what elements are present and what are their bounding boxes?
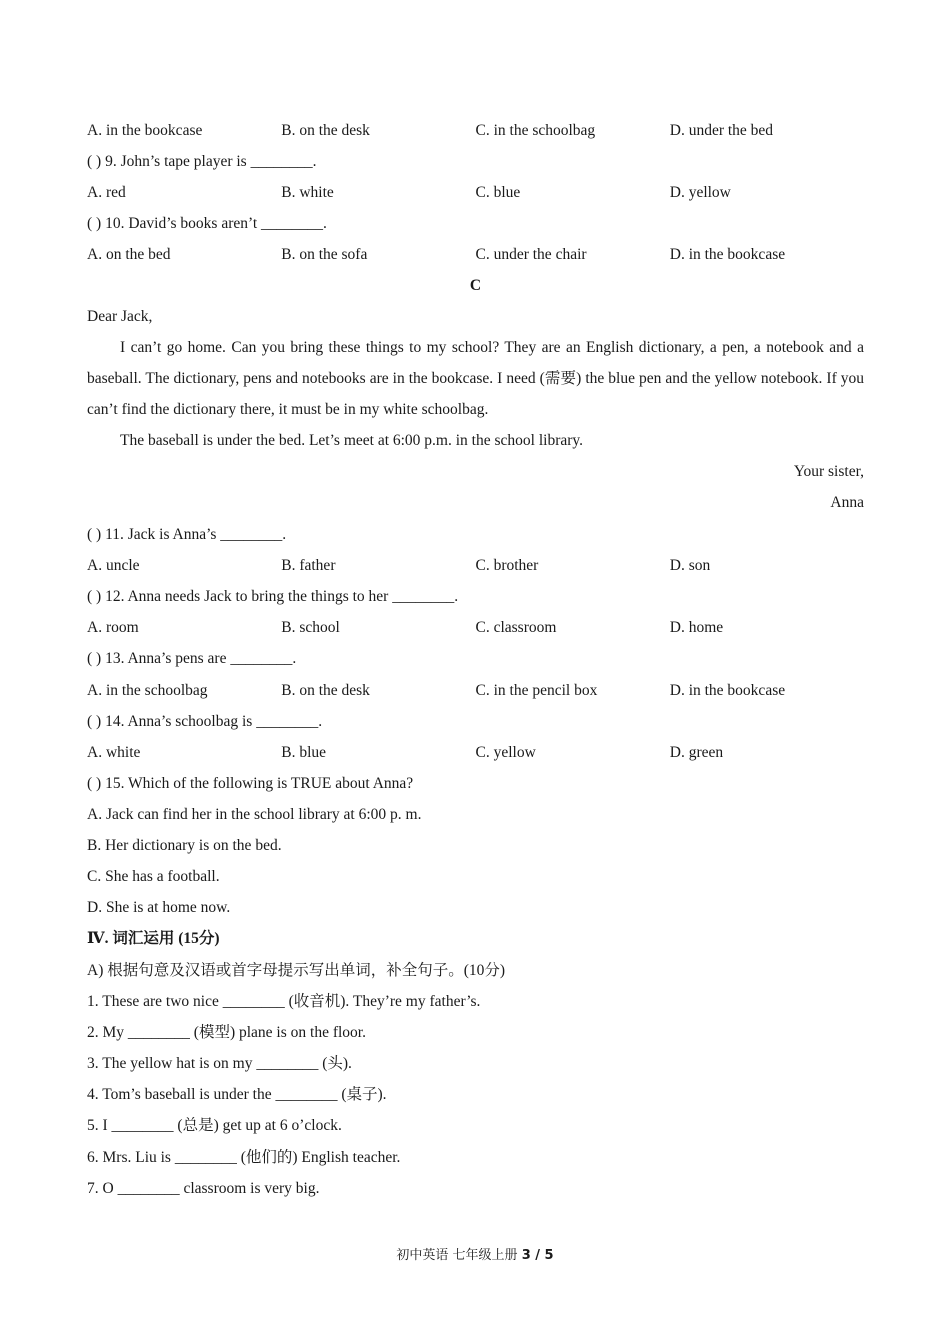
option: D. son	[669, 557, 711, 574]
option: A. red	[87, 184, 126, 201]
option: C. classroom	[475, 619, 557, 636]
section-4-title: Ⅳ. 词汇运用 (15分)	[87, 930, 220, 947]
vocab-item: 4. Tom’s baseball is under the ________ (桌子).	[87, 1086, 387, 1103]
q9-options	[87, 177, 864, 208]
letter-body	[87, 332, 864, 456]
q11-options	[87, 550, 864, 581]
option: C. blue	[475, 184, 521, 201]
question-14: ( ) 14. Anna’s schoolbag is ________.	[87, 713, 323, 730]
option: D. green	[669, 744, 724, 761]
option: D. home	[669, 619, 724, 636]
option: B. school	[281, 619, 340, 636]
letter-greeting: Dear Jack,	[87, 308, 153, 325]
option: A. on the bed	[87, 246, 171, 263]
question-13: ( ) 13. Anna’s pens are ________.	[87, 650, 297, 667]
letter-closing: Your sister,	[793, 463, 864, 480]
vocab-item: 6. Mrs. Liu is ________ (他们的) English teacher.	[87, 1149, 401, 1166]
question-9: ( ) 9. John’s tape player is ________.	[87, 153, 317, 170]
option: A. room	[87, 619, 139, 636]
option: C. brother	[475, 557, 539, 574]
option: B. white	[281, 184, 334, 201]
q8-options	[87, 115, 864, 146]
question-15: ( ) 15. Which of the following is TRUE about Anna?	[87, 775, 414, 792]
q14-options	[87, 737, 864, 768]
q15-option-a: A. Jack can find her in the school library at 6:00 p. m.	[87, 806, 422, 823]
option: A. in the schoolbag	[87, 682, 208, 699]
option: B. on the desk	[281, 682, 370, 699]
question-11: ( ) 11. Jack is Anna’s ________.	[87, 526, 287, 543]
part-a-instruction: A) 根据句意及汉语或首字母提示写出单词，补全句子。(10分)	[87, 962, 506, 979]
letter-signature: Anna	[830, 494, 864, 511]
option: D. yellow	[669, 184, 731, 201]
q15-option-b: B. Her dictionary is on the bed.	[87, 837, 282, 854]
vocab-item: 2. My ________ (模型) plane is on the floor.	[87, 1024, 366, 1041]
option: B. on the sofa	[281, 246, 368, 263]
q12-options	[87, 612, 864, 643]
option: A. white	[87, 744, 141, 761]
option: D. in the bookcase	[669, 246, 786, 263]
section-c-heading: C	[469, 277, 482, 294]
option: C. yellow	[475, 744, 536, 761]
option: C. in the pencil box	[475, 682, 598, 699]
q15-option-d: D. She is at home now.	[87, 899, 231, 916]
option: C. in the schoolbag	[475, 122, 596, 139]
letter-paragraph-2: The baseball is under the bed. Let’s meet at 6:00 p.m. in the school library.	[120, 432, 584, 449]
option: B. blue	[281, 744, 327, 761]
q13-options	[87, 675, 864, 706]
page-footer	[0, 1244, 950, 1263]
letter-paragraph-1: I can’t go home. Can you bring these things to my school? They are an English dictionary, a pen, a notebook and a baseball. The dictionary, pens and notebooks are in the bookcase. I need (需要) the blue pen and the yellow notebook. If you can’t find the dictionary there, it must be in my white schoolbag.	[87, 339, 864, 418]
option: A. uncle	[87, 557, 140, 574]
footer-label: 初中英语 七年级上册	[396, 1248, 518, 1263]
vocab-item: 5. I ________ (总是) get up at 6 o’clock.	[87, 1117, 342, 1134]
vocab-item: 1. These are two nice ________ (收音机). They’re my father’s.	[87, 993, 481, 1010]
vocab-item: 3. The yellow hat is on my ________ (头).	[87, 1055, 352, 1072]
vocab-item: 7. O ________ classroom is very big.	[87, 1180, 320, 1197]
option: D. in the bookcase	[669, 682, 786, 699]
question-12: ( ) 12. Anna needs Jack to bring the things to her ________.	[87, 588, 459, 605]
q10-options	[87, 239, 864, 270]
page-number: 3 / 5	[521, 1248, 554, 1263]
option: D. under the bed	[669, 122, 774, 139]
q15-option-c: C. She has a football.	[87, 868, 220, 885]
option: A. in the bookcase	[87, 122, 203, 139]
question-10: ( ) 10. David’s books aren’t ________.	[87, 215, 327, 232]
option: C. under the chair	[475, 246, 587, 263]
option: B. father	[281, 557, 336, 574]
option: B. on the desk	[281, 122, 370, 139]
